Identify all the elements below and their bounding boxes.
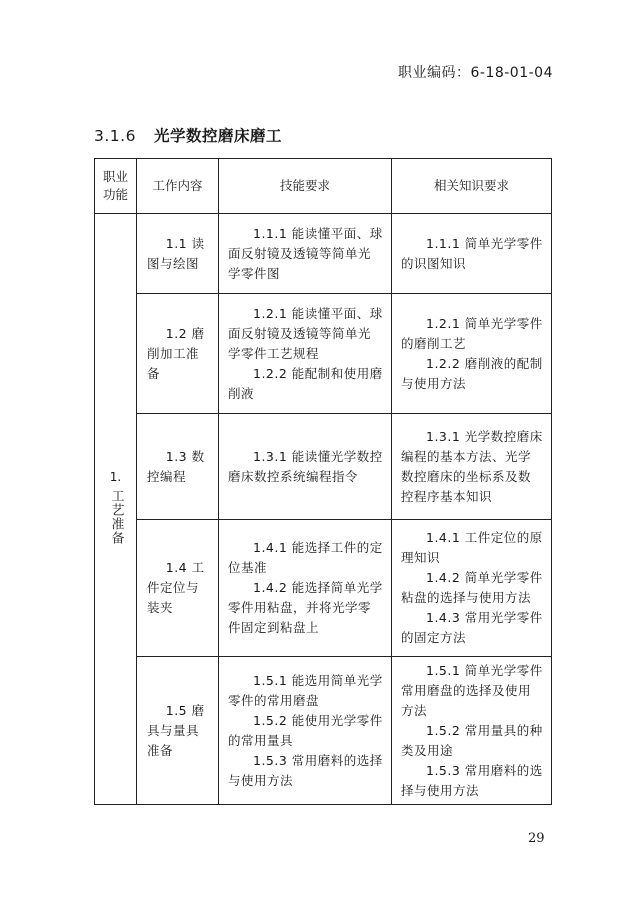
work-content: 1.3 数控编程 — [137, 414, 219, 520]
function-cell — [95, 214, 137, 805]
knowledge-item: 1.5.3 常用磨料的选择与使用方法 — [401, 762, 543, 798]
section-heading — [94, 124, 282, 146]
work-content: 1.4 工件定位与装夹 — [137, 520, 219, 657]
skill-item: 1.2.1 能读懂平面、球面反射镜及透镜等简单光学零件工艺规程 — [228, 305, 383, 361]
header-content: 工作内容 — [137, 159, 219, 214]
function-number: 1. — [109, 470, 122, 484]
skill-item: 1.4.2 能选择简单光学零件用粘盘，并将光学零件固定到粘盘上 — [228, 580, 383, 635]
occupation-code: 职业编码：6-18-01-04 — [397, 65, 553, 81]
knowledge-item: 1.4.1 工件定位的原理知识 — [401, 530, 543, 565]
knowledge-item: 1.4.2 简单光学零件粘盘的选择与使用方法 — [401, 570, 543, 605]
skill-requirements — [219, 657, 392, 805]
knowledge-requirements — [392, 520, 552, 657]
knowledge-item: 1.5.1 简单光学零件常用磨盘的选择及使用方法 — [401, 662, 543, 718]
table-row — [95, 657, 552, 805]
table-header-row — [95, 159, 552, 214]
knowledge-requirements — [392, 294, 552, 414]
skill-item: 1.4.1 能选择工件的定位基准 — [228, 540, 383, 575]
knowledge-item: 1.5.2 常用量具的种类及用途 — [401, 722, 543, 758]
page-number: 29 — [528, 831, 545, 846]
table-row — [95, 214, 552, 294]
knowledge-requirements — [392, 214, 552, 294]
skill-item: 1.5.3 常用磨料的选择与使用方法 — [228, 752, 383, 788]
skill-requirements — [219, 294, 392, 414]
knowledge-item: 1.1.1 简单光学零件的识图知识 — [401, 235, 543, 271]
header-knowledge: 相关知识要求 — [392, 159, 552, 214]
knowledge-item: 1.3.1 光学数控磨床编程的基本方法、光学数控磨床的坐标系及数控程序基本知识 — [401, 428, 543, 504]
skill-item: 1.5.1 能选用简单光学零件的常用磨盘 — [228, 672, 383, 708]
knowledge-item: 1.4.3 常用光学零件的固定方法 — [401, 610, 543, 645]
knowledge-requirements — [392, 414, 552, 520]
table-row — [95, 294, 552, 414]
work-content: 1.1 读图与绘图 — [137, 214, 219, 294]
function-name: 工艺准备 — [108, 489, 124, 545]
knowledge-item: 1.2.1 简单光学零件的磨削工艺 — [401, 315, 543, 351]
skill-requirements — [219, 414, 392, 520]
skill-item: 1.1.1 能读懂平面、球面反射镜及透镜等简单光学零件图 — [228, 225, 383, 281]
skill-item: 1.2.2 能配制和使用磨削液 — [228, 365, 383, 401]
knowledge-requirements — [392, 657, 552, 805]
work-content: 1.2 磨削加工准备 — [137, 294, 219, 414]
table-row — [95, 520, 552, 657]
skill-requirements — [219, 520, 392, 657]
section-number: 3.1.6 — [94, 127, 136, 145]
section-title: 光学数控磨床磨工 — [153, 127, 282, 145]
knowledge-item: 1.2.2 磨削液的配制与使用方法 — [401, 355, 543, 391]
skills-table — [94, 158, 552, 805]
table-row — [95, 414, 552, 520]
skill-item: 1.5.2 能使用光学零件的常用量具 — [228, 712, 383, 748]
skill-requirements — [219, 214, 392, 294]
header-function: 职业功能 — [95, 159, 137, 214]
skill-item: 1.3.1 能读懂光学数控磨床数控系统编程指令 — [228, 448, 383, 484]
header-skills: 技能要求 — [219, 159, 392, 214]
work-content: 1.5 磨具与量具准备 — [137, 657, 219, 805]
